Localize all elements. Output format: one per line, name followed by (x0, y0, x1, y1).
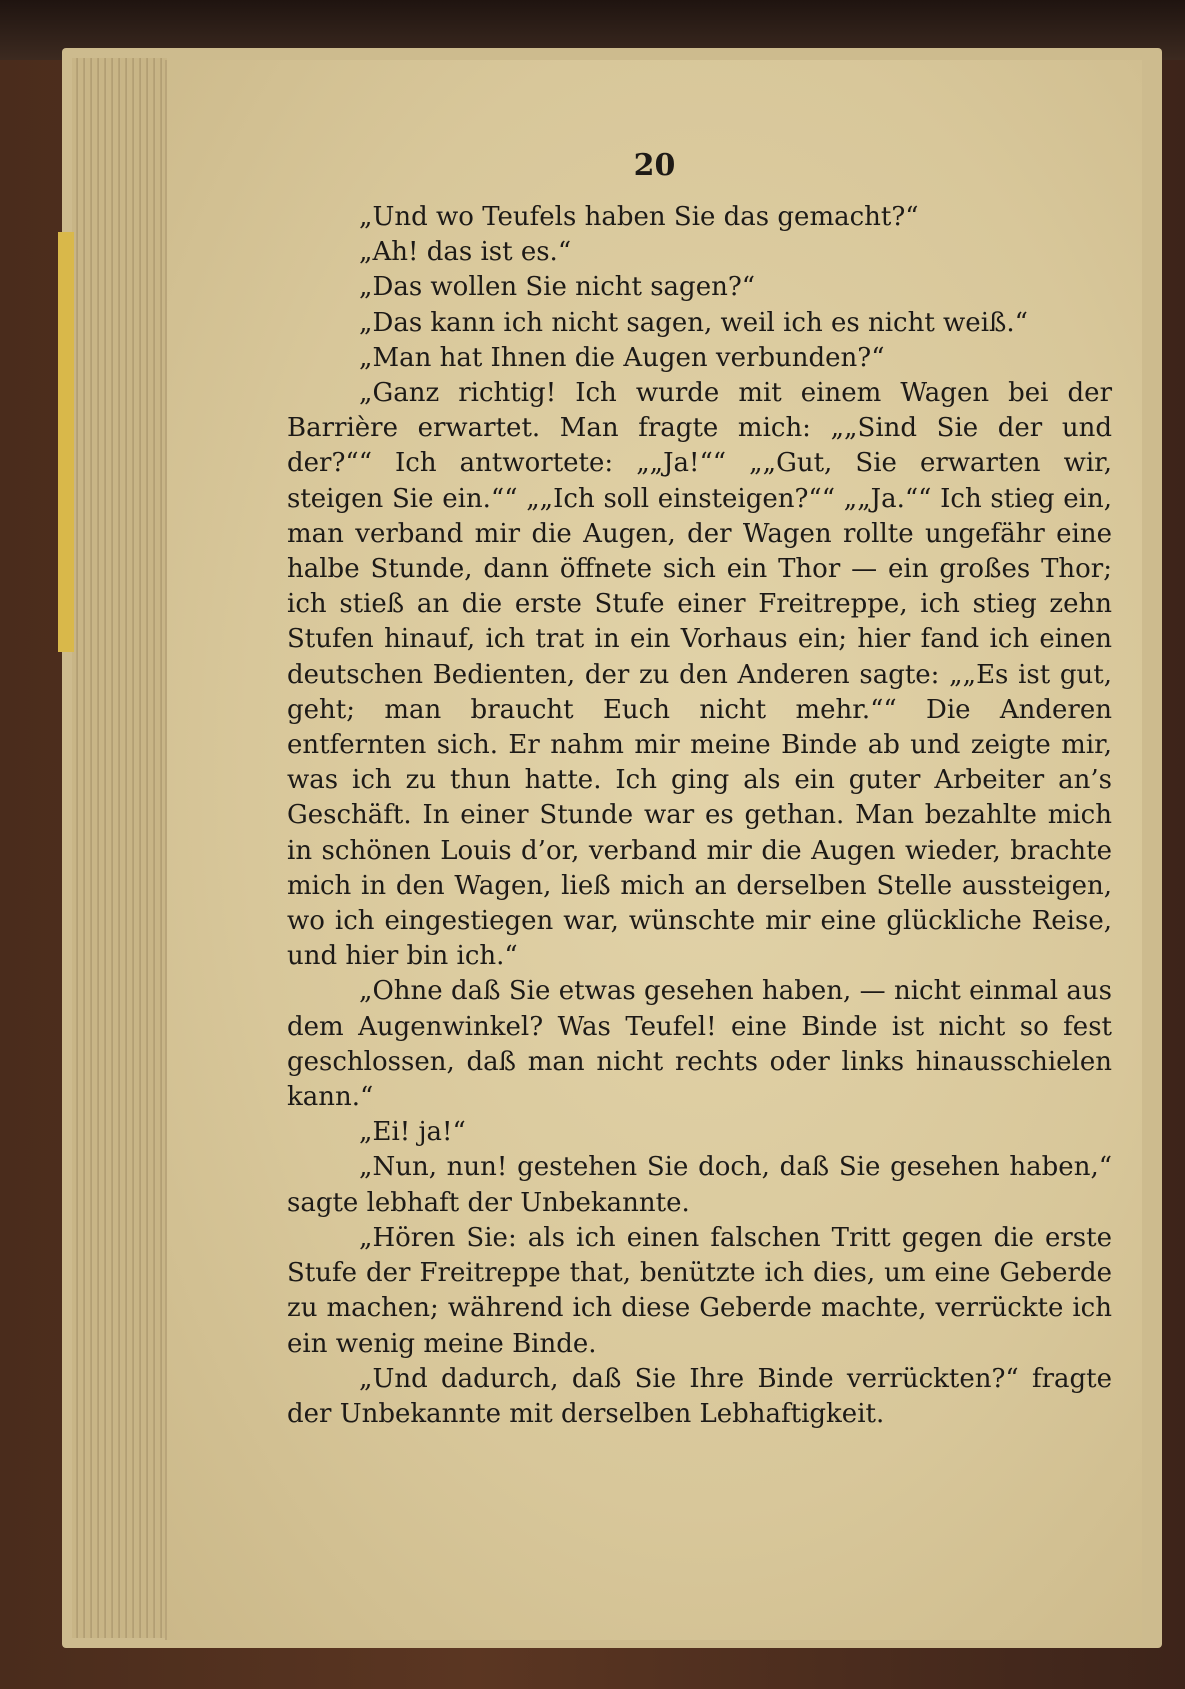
paragraph: „Hören Sie: als ich einen falschen Tritt gegen die erste Stufe der Freitreppe that, benützte ich dies, um eine Geberde zu machen; während ich diese Geberde machte, verrückte ich ein wenig meine Binde. (287, 1222, 1112, 1359)
paragraph: „Ohne daß Sie etwas gesehen haben, — nicht einmal aus dem Augenwinkel? Was Teufel! eine Binde ist nicht so fest geschlossen, daß man nicht rechts oder links hinausschielen kann.“ (287, 976, 1112, 1113)
page-number: 20 (633, 148, 676, 183)
paragraph: „Ah! das ist es.“ (359, 237, 572, 268)
body-text (287, 200, 1112, 1432)
page-edges (72, 58, 167, 1638)
paragraph: „Das kann ich nicht sagen, weil ich es nicht weiß.“ (359, 307, 1028, 338)
paragraph: „Und dadurch, daß Sie Ihre Binde verrückten?“ fragte der Unbekannte mit derselben Lebhaftigkeit. (287, 1363, 1112, 1429)
paragraph: „Und wo Teufels haben Sie das gemacht?“ (359, 202, 919, 232)
paragraph: „Ganz richtig! Ich wurde mit einem Wagen bei der Barrière erwartet. Man fragte mich: „„Sind Sie der und der?““ Ich antwortete: „„Ja!““ „„Gut, Sie erwarten wir, steigen Sie ein.““ „„Ich soll einsteigen?““ „„Ja.““ Ich stieg ein, man verband mir die Augen, der Wagen rollte ungefähr eine halbe Stunde, dann öffnete sich ein Thor — ein großes Thor; ich stieß an die erste Stufe einer Freitreppe, ich stieg zehn Stufen hinauf, ich trat in ein Vorhaus ein; hier fand ich einen deutschen Bedienten, der zu den Anderen sagte: „„Es ist gut, geht; man braucht Euch nicht mehr.““ Die Anderen entfernten sich. Er nahm mir meine Binde ab und zeigte mir, was ich zu thun hatte. Ich ging als ein guter Arbeiter an’s Geschäft. In einer Stunde war es gethan. Man bezahlte mich in schönen Louis d’or, verband mir die Augen wieder, brachte mich in den Wagen, ließ mich an derselben Stelle aussteigen, wo ich eingestiegen war, wünschte mir eine glückliche Reise, und hier bin ich.“ (287, 378, 1112, 972)
paragraph: „Ei! ja!“ (359, 1117, 466, 1148)
paragraph: „Nun, nun! gestehen Sie doch, daß Sie gesehen haben,“ sagte lebhaft der Unbekannte. (287, 1152, 1112, 1218)
paragraph: „Man hat Ihnen die Augen verbunden?“ (359, 342, 885, 373)
book-page (165, 60, 1142, 1640)
bookmark-strip (58, 232, 74, 652)
paragraph: „Das wollen Sie nicht sagen?“ (359, 272, 756, 303)
